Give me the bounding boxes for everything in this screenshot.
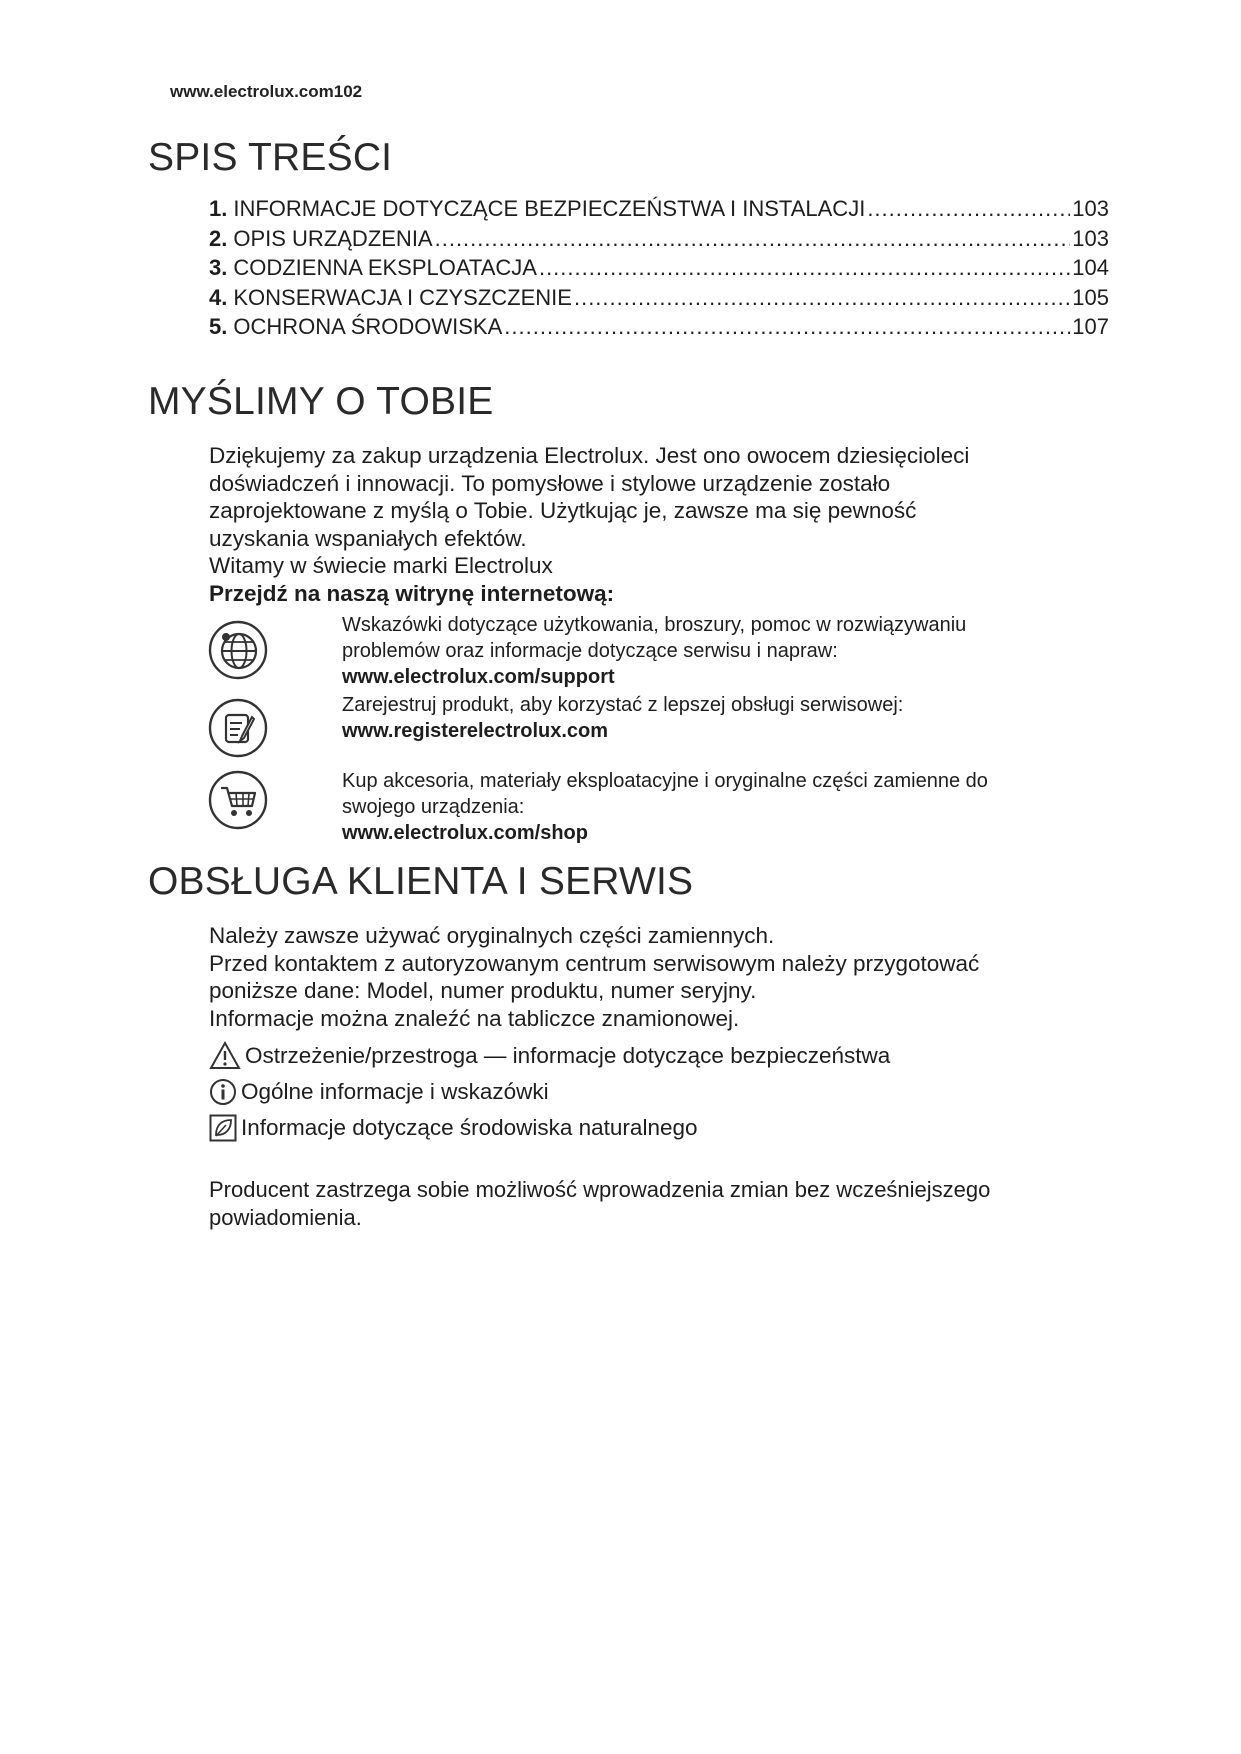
legend-item [209, 1074, 1109, 1110]
service-line: Należy zawsze używać oryginalnych części zamiennych. [209, 923, 775, 948]
legend-text: Informacje dotyczące środowiska naturalnego [241, 1115, 698, 1141]
toc-item[interactable] [209, 314, 1109, 344]
toc-item-page: 105 [1072, 284, 1109, 310]
toc-item[interactable] [209, 226, 1109, 256]
toc-item-number: 3. [209, 255, 228, 281]
info-icon [209, 1078, 237, 1106]
shop-text: Kup akcesoria, materiały eksploatacyjne i oryginalne części zamienne do [342, 770, 988, 792]
about-line: uzyskania wspaniałych efektów. [209, 525, 527, 551]
about-line: doświadczeń i innowacji. To pomysłowe i stylowe urządzenie zostało [209, 470, 891, 496]
toc-leader-dots [574, 285, 1070, 311]
legend-item [209, 1038, 1109, 1074]
support-link[interactable]: www.electrolux.com/support [342, 666, 615, 688]
register-info [342, 692, 1102, 744]
shopping-cart-icon [208, 770, 268, 830]
service-line: Informacje można znaleźć na tabliczce znamionowej. [209, 1005, 740, 1031]
legend-text: Ogólne informacje i wskazówki [241, 1079, 549, 1105]
service-title: OBSŁUGA KLIENTA I SERWIS [148, 860, 694, 903]
about-line: Witamy w świecie marki Electrolux [209, 553, 553, 578]
toc-item-label: OPIS URZĄDZENIA [233, 225, 433, 251]
register-icon [208, 698, 268, 758]
toc-item-label: OCHRONA ŚRODOWISKA [233, 314, 503, 340]
toc-item-label: CODZIENNA EKSPLOATACJA [233, 255, 537, 281]
toc-item-page: 107 [1072, 314, 1109, 340]
service-line: poniższe dane: Model, numer produktu, numer seryjny. [209, 978, 757, 1003]
about-line: Dziękujemy za zakup urządzenia Electrolux. Jest ono owocem dziesięcioleci [209, 443, 970, 468]
toc-leader-dots [539, 255, 1070, 281]
table-of-contents [209, 196, 1109, 344]
support-text: Wskazówki dotyczące użytkowania, broszury, pomoc w rozwiązywaniu [342, 614, 967, 636]
legend-item [209, 1110, 1109, 1146]
toc-item-page: 103 [1072, 196, 1109, 221]
leaf-icon [209, 1114, 237, 1142]
toc-leader-dots [504, 314, 1070, 340]
toc-item-label: KONSERWACJA I CZYSZCZENIE [233, 284, 572, 310]
disclaimer-line: Producent zastrzega sobie możliwość wprowadzenia zmian bez wcześniejszego [209, 1177, 991, 1202]
service-line: Przed kontaktem z autoryzowanym centrum serwisowym należy przygotować [209, 950, 980, 976]
warning-icon [209, 1041, 241, 1071]
toc-item-page: 103 [1072, 225, 1109, 251]
toc-item[interactable] [209, 196, 1109, 226]
toc-title: SPIS TREŚCI [148, 136, 393, 179]
about-line: zaprojektowane z myślą o Tobie. Użytkując je, zawsze ma się pewność [209, 498, 917, 523]
support-text: problemów oraz informacje dotyczące serwisu i napraw: [342, 640, 838, 662]
register-link[interactable]: www.registerelectrolux.com [342, 720, 609, 742]
toc-item-number: 5. [209, 314, 228, 340]
disclaimer [209, 1176, 1109, 1232]
disclaimer-line: powiadomienia. [209, 1205, 362, 1230]
register-text: Zarejestruj produkt, aby korzystać z lepszej obsługi serwisowej: [342, 694, 904, 716]
toc-item-number: 1. [209, 196, 228, 221]
shop-link[interactable]: www.electrolux.com/shop [342, 822, 588, 844]
toc-leader-dots [867, 196, 1070, 222]
support-info [342, 612, 1102, 690]
toc-item[interactable] [209, 255, 1109, 285]
page-header-url: www.electrolux.com102 [170, 82, 363, 101]
website-heading: Przejdź na naszą witrynę internetową: [209, 580, 615, 606]
toc-item-label: INFORMACJE DOTYCZĄCE BEZPIECZEŃSTWA I INSTALACJI [233, 196, 866, 221]
legend-text: Ostrzeżenie/przestroga — informacje dotyczące bezpieczeństwa [245, 1043, 891, 1069]
toc-leader-dots [435, 226, 1071, 252]
shop-info [342, 768, 1102, 846]
toc-item-number: 2. [209, 225, 228, 251]
about-title: MYŚLIMY O TOBIE [148, 380, 494, 423]
shop-text: swojego urządzenia: [342, 796, 525, 818]
toc-item-number: 4. [209, 284, 228, 310]
service-paragraph [209, 922, 1109, 1146]
toc-item[interactable] [209, 285, 1109, 315]
globe-icon [208, 620, 268, 680]
about-paragraph [209, 442, 1109, 607]
toc-item-page: 104 [1072, 255, 1109, 281]
